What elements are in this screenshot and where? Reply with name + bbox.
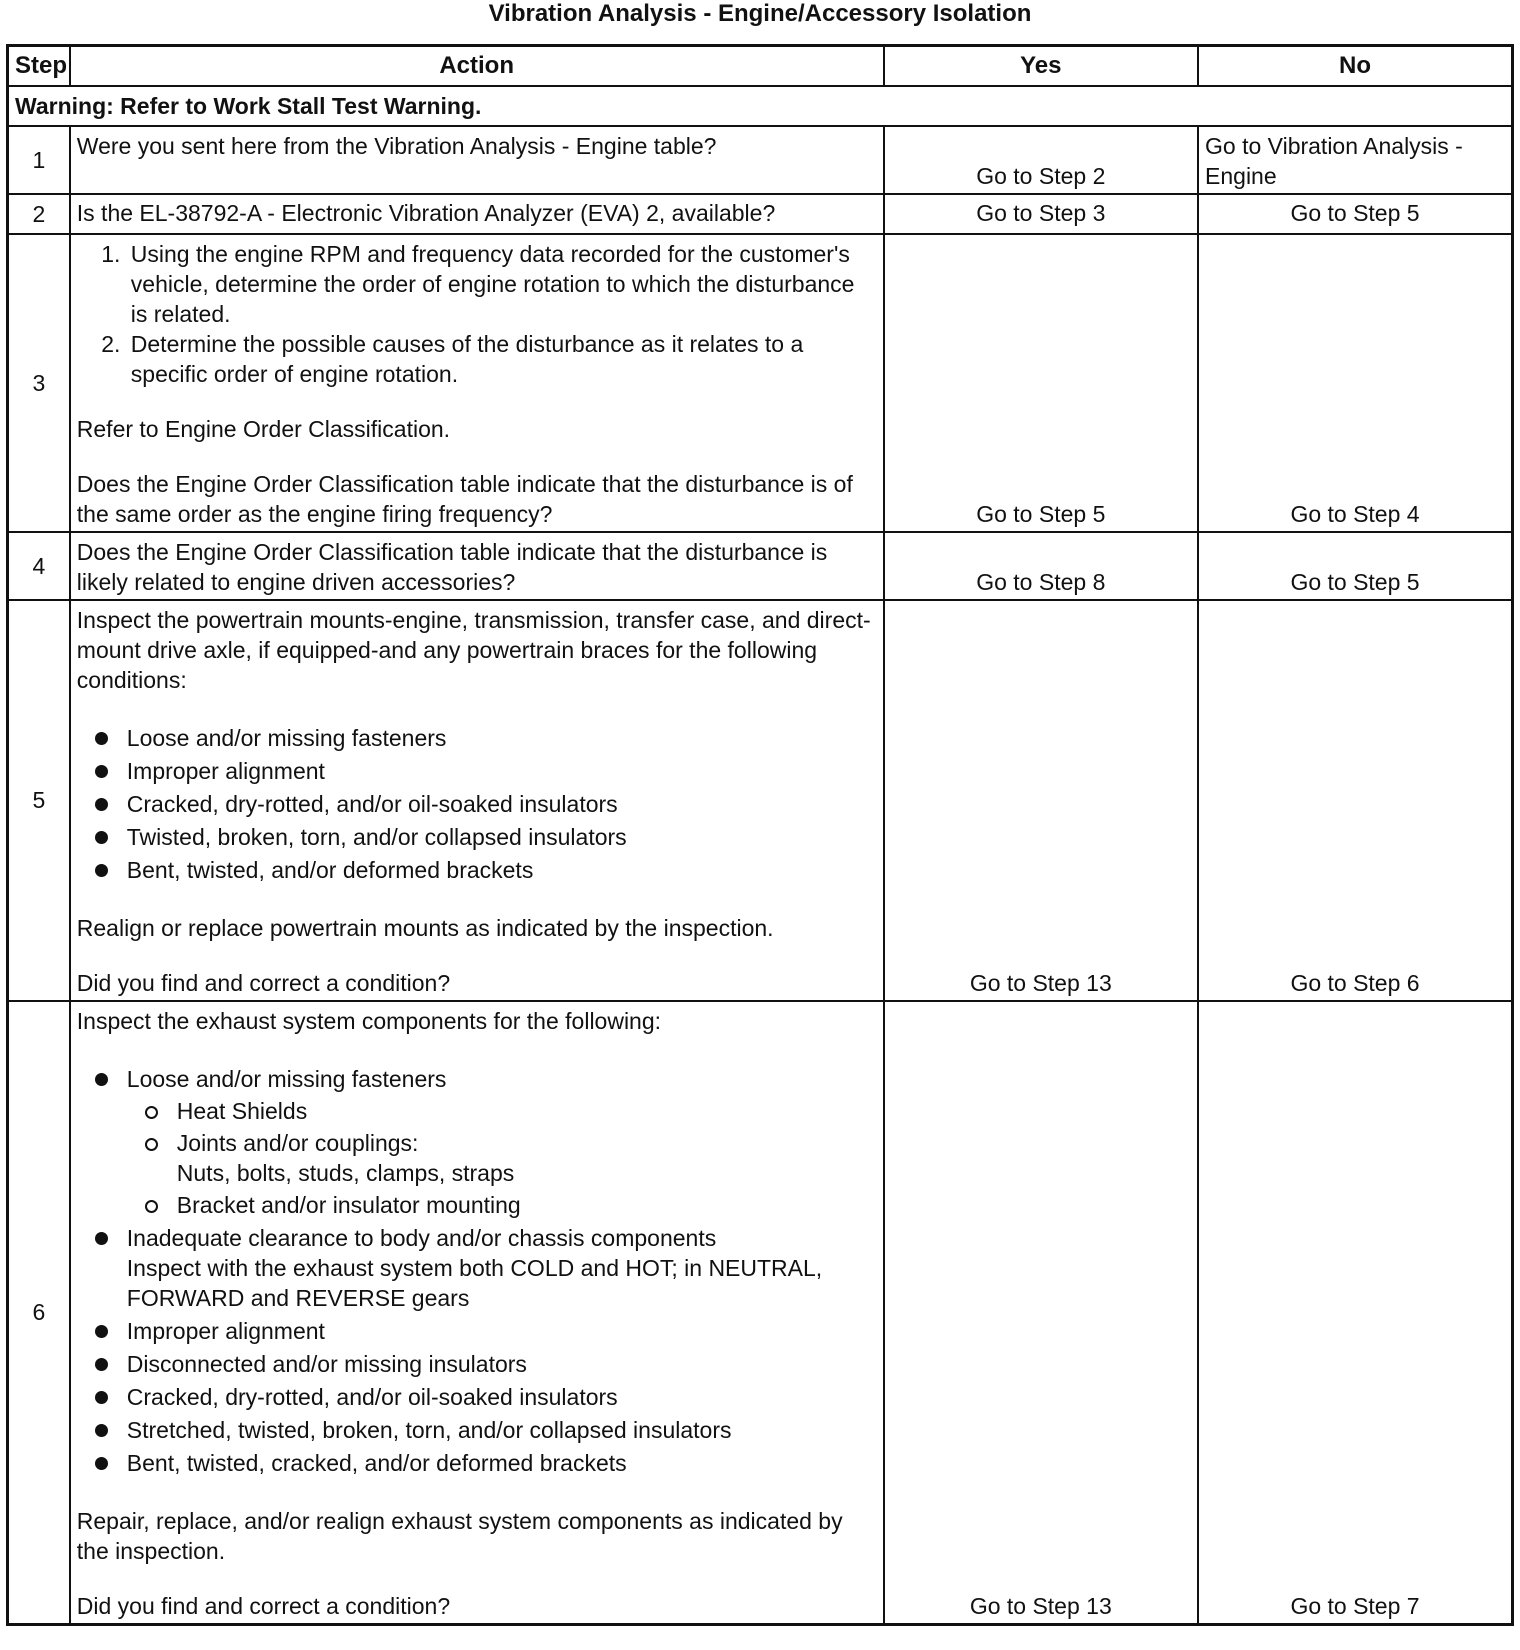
action-question: Were you sent here from the Vibration Analysis - Engine table? <box>76 132 717 159</box>
no-result: Go to Vibration Analysis - Engine <box>1198 126 1512 194</box>
warning-row <box>8 86 1513 126</box>
list-item-text: Cracked, dry-rotted, and/or oil-soaked insulators <box>126 790 618 817</box>
list-item <box>77 855 877 885</box>
bullet-icon <box>95 831 108 844</box>
action-question: Is the EL-38792-A - Electronic Vibration Analyzer (EVA) 2, available? <box>76 199 776 226</box>
action-cell <box>70 126 884 194</box>
bullet-icon <box>95 864 108 877</box>
list-item-text: Bracket and/or insulator mounting <box>176 1191 521 1218</box>
action-cell <box>70 600 884 1001</box>
document-title: Vibration Analysis - Engine/Accessory Isolation <box>488 0 1032 27</box>
sub-list-item <box>127 1096 877 1126</box>
yes-result: Go to Step 3 <box>884 194 1198 234</box>
sub-list <box>127 1096 877 1220</box>
list-item <box>77 723 877 753</box>
action-note: Repair, replace, and/or realign exhaust system components as indicated by the inspection. <box>76 1507 843 1564</box>
yes-result: Go to Step 2 <box>884 126 1198 194</box>
warning-text: Warning: Refer to Work Stall Test Warning. <box>8 86 1513 126</box>
list-item-text: Improper alignment <box>126 1317 325 1344</box>
list-item <box>77 1316 877 1346</box>
bullet-icon <box>95 1391 108 1404</box>
list-item <box>77 789 877 819</box>
list-item-text: Inadequate clearance to body and/or chassis components <box>126 1224 717 1251</box>
circle-bullet-icon <box>145 1106 158 1119</box>
no-result: Go to Step 5 <box>1198 532 1512 600</box>
bullet-icon <box>95 1457 108 1470</box>
sub-list-item <box>127 1190 877 1220</box>
sub-list-item <box>127 1128 877 1188</box>
header-action: Action <box>70 46 884 86</box>
action-note: Realign or replace powertrain mounts as indicated by the inspection. <box>76 914 774 941</box>
list-item-text: Bent, twisted, cracked, and/or deformed brackets <box>126 1449 627 1476</box>
bullet-list <box>77 1064 877 1478</box>
list-item-text: Improper alignment <box>126 757 325 784</box>
table-row <box>8 600 1513 1001</box>
list-item <box>77 1064 877 1220</box>
action-cell <box>70 532 884 600</box>
bullet-icon <box>95 1325 108 1338</box>
table-row <box>8 234 1513 532</box>
yes-result: Go to Step 5 <box>884 234 1198 532</box>
action-question: Does the Engine Order Classification table indicate that the disturbance is of the same order as the engine firing frequency? <box>76 470 853 527</box>
step-number: 3 <box>8 234 70 532</box>
numbered-list <box>77 239 877 389</box>
diagnostic-table <box>6 44 1514 1626</box>
header-step: Step <box>8 46 70 86</box>
step-number: 4 <box>8 532 70 600</box>
step-number: 5 <box>8 600 70 1001</box>
table-row <box>8 532 1513 600</box>
no-result: Go to Step 6 <box>1198 600 1512 1001</box>
action-cell <box>70 1001 884 1625</box>
action-question: Did you find and correct a condition? <box>76 969 451 996</box>
list-item-text: Heat Shields <box>176 1097 308 1124</box>
bullet-icon <box>95 732 108 745</box>
circle-bullet-icon <box>145 1138 158 1151</box>
yes-result: Go to Step 13 <box>884 600 1198 1001</box>
list-item: 1. Using the engine RPM and frequency data recorded for the customer's vehicle, determine the order of engine rotation to which the disturbance is related. <box>127 239 877 329</box>
no-result: Go to Step 5 <box>1198 194 1512 234</box>
action-intro: Inspect the exhaust system components for the following: <box>76 1007 662 1034</box>
list-item <box>77 822 877 852</box>
list-item <box>77 1223 877 1313</box>
header-yes: Yes <box>884 46 1198 86</box>
step-number: 2 <box>8 194 70 234</box>
action-note: Refer to Engine Order Classification. <box>76 415 451 442</box>
list-item-text: Stretched, twisted, broken, torn, and/or collapsed insulators <box>126 1416 732 1443</box>
list-item-detail: Nuts, bolts, studs, clamps, straps <box>176 1159 515 1186</box>
list-item <box>77 1382 877 1412</box>
bullet-icon <box>95 1073 108 1086</box>
header-no: No <box>1198 46 1512 86</box>
list-item <box>77 1415 877 1445</box>
action-question: Does the Engine Order Classification table indicate that the disturbance is likely related to engine driven accessories? <box>76 538 828 595</box>
list-item <box>77 1448 877 1478</box>
bullet-icon <box>95 765 108 778</box>
bullet-icon <box>95 1424 108 1437</box>
no-result: Go to Step 4 <box>1198 234 1512 532</box>
yes-result: Go to Step 8 <box>884 532 1198 600</box>
table-row <box>8 194 1513 234</box>
bullet-icon <box>95 1358 108 1371</box>
circle-bullet-icon <box>145 1200 158 1213</box>
action-cell <box>70 194 884 234</box>
table-row <box>8 1001 1513 1625</box>
step-number: 1 <box>8 126 70 194</box>
list-item <box>77 1349 877 1379</box>
list-item-text: Bent, twisted, and/or deformed brackets <box>126 856 534 883</box>
yes-result: Go to Step 13 <box>884 1001 1198 1625</box>
table-row <box>8 126 1513 194</box>
list-item: 2. Determine the possible causes of the disturbance as it relates to a specific order of engine rotation. <box>127 329 877 389</box>
no-result: Go to Step 7 <box>1198 1001 1512 1625</box>
list-item-text: Loose and/or missing fasteners <box>126 724 447 751</box>
list-item-text: Twisted, broken, torn, and/or collapsed insulators <box>126 823 627 850</box>
list-item <box>77 756 877 786</box>
step-number: 6 <box>8 1001 70 1625</box>
action-question: Did you find and correct a condition? <box>76 1592 451 1619</box>
bullet-icon <box>95 1232 108 1245</box>
action-intro: Inspect the powertrain mounts-engine, transmission, transfer case, and direct-mount drive axle, if equipped-and any powertrain braces for the following conditions: <box>76 606 871 693</box>
header-row <box>8 46 1513 86</box>
bullet-list <box>77 723 877 885</box>
action-cell <box>70 234 884 532</box>
list-item-detail: Inspect with the exhaust system both COLD and HOT; in NEUTRAL, FORWARD and REVERSE gears <box>126 1254 823 1311</box>
list-item-text: Joints and/or couplings: <box>176 1129 419 1156</box>
list-item-text: Loose and/or missing fasteners <box>126 1065 447 1092</box>
bullet-icon <box>95 798 108 811</box>
list-item-text: Cracked, dry-rotted, and/or oil-soaked insulators <box>126 1383 618 1410</box>
list-item-text: Disconnected and/or missing insulators <box>126 1350 527 1377</box>
